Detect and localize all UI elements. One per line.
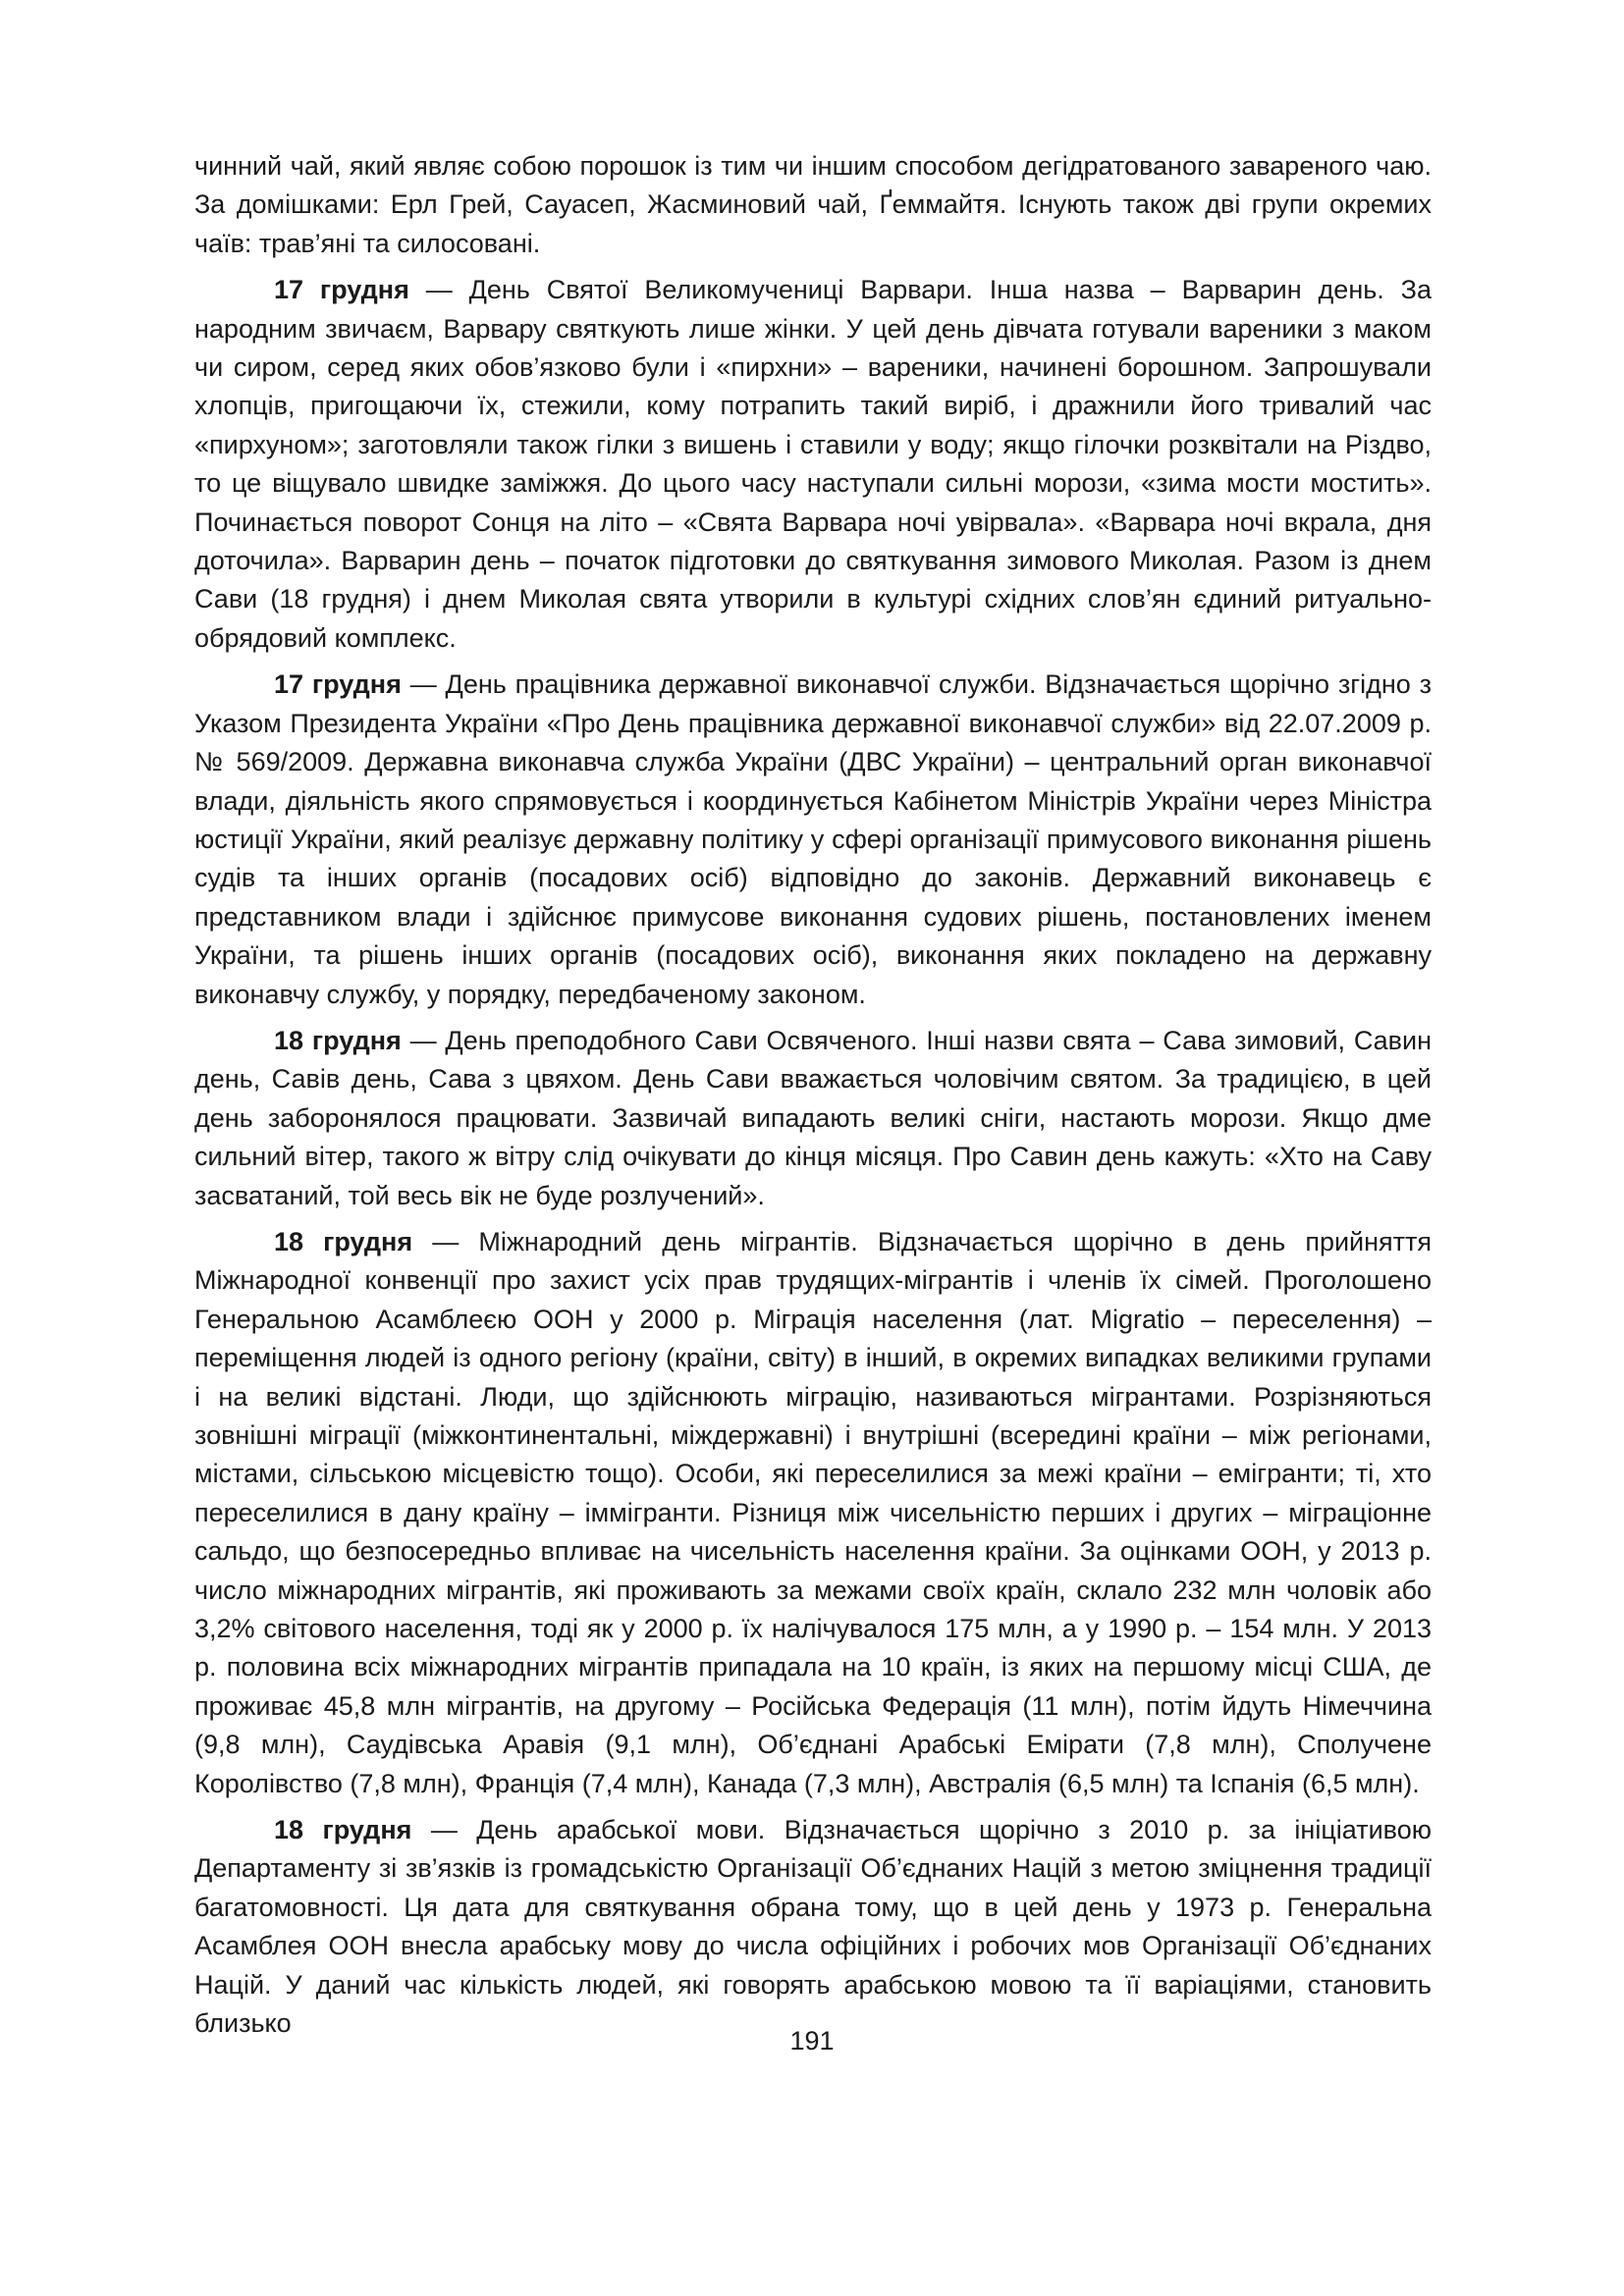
page-body bbox=[194, 147, 1432, 2052]
entry-st-sava-day bbox=[194, 1022, 1432, 1215]
entry-text: — День працівника державної виконавчої служби. Відзначається щорічно згідно з Указом Президента України «Про День працівника державної виконавчої служби» від 22.07.2009 р. № 569/2009. Державна виконавча служба України (ДВС України) – центральний орган виконавчої влади, діяльність якого спрямовується і координується Кабінетом Міністрів України через Міністра юстиції України, який реалізує державну політику у сфері організації примусового виконання рішень судів та інших органів (посадових осіб) відповідно до законів. Державний виконавець є представником влади і здійснює примусове виконання судових рішень, постановлених іменем України, та рішень інших органів (посадових осіб), виконання яких покладено на державну виконавчу службу, у порядку, передбаченому законом. bbox=[194, 669, 1432, 1009]
page-number: 191 bbox=[789, 2026, 835, 2056]
entry-text: — Міжнародний день мігрантів. Відзначається щорічно в день прийняття Міжнародної конвенції про захист усіх прав трудящих-мігрантів і членів їх сімей. Проголошено Генеральною Асамблеєю ООН у 2000 р. Міграція населення (лат. Migratio – переселення) – переміщення людей із одного регіону (країни, світу) в інший, в окремих випадках великими групами і на великі відстані. Люди, що здійснюють міграцію, називаються мігрантами. Розрізняються зовнішні міграції (міжконтинентальні, міждержавні) і внутрішні (всередині країни – між регіонами, містами, сільською місцевістю тощо). Особи, які переселилися за межі країни – емігранти; ті, хто переселилися в дану країну – іммігранти. Різниця між чисельністю перших і других – міграціонне сальдо, що безпосередньо впливає на чисельність населення країни. За оцінками ООН, у 2013 р. число міжнародних мігрантів, які проживають за межами своїх країн, склало 232 млн чоловік або 3,2% світового населення, тоді як у 2000 р. їх налічувалося 175 млн, а у 1990 р. – 154 млн. У 2013 р. половина всіх міжнародних мігрантів припадала на 10 країн, із яких на першому місці США, де проживає 45,8 млн мігрантів, на другому – Російська Федерація (11 млн), потім йдуть Німеччина (9,8 млн), Саудівська Аравія (9,1 млн), Об’єднані Арабські Емірати (7,8 млн), Сполучене Королівство (7,8 млн), Франція (7,4 млн), Канада (7,3 млн), Австралія (6,5 млн) та Іспанія (6,5 млн). bbox=[194, 1226, 1433, 1798]
entry-date: 18 грудня bbox=[274, 1815, 412, 1845]
continuation-paragraph: чинний чай, який являє собою порошок із тим чи іншим способом дегідратованого завареного чаю. За домішками: Ерл Грей, Сауасеп, Жасминовий чай, Ґеммайтя. Існують також дві групи окремих чаїв: трав’яні та силосовані. bbox=[194, 151, 1432, 258]
entry-date: 18 грудня bbox=[274, 1226, 413, 1256]
entry-arabic-language-day bbox=[194, 1811, 1432, 2043]
entry-date: 18 грудня bbox=[274, 1025, 402, 1055]
entry-date: 17 грудня bbox=[274, 275, 409, 305]
entry-migrants-day bbox=[194, 1223, 1432, 1803]
entry-state-enforcement-service-day bbox=[194, 666, 1432, 1014]
entry-st-barbara-day bbox=[194, 271, 1432, 658]
entry-text: — День Святої Великомучениці Варвари. Інша назва – Варварин день. За народним звичаєм, Варвару святкують лише жінки. У цей день дівчата готували вареники з маком чи сиром, серед яких обов’язково були і «пирхни» – вареники, начинені борошном. Запрошували хлопців, пригощаючи їх, стежили, кому потрапить такий виріб, і дражнили його тривалий час «пирхуном»; заготовляли також гілки з вишень і ставили у воду; якщо гілочки розквітали на Різдво, то це віщувало швидке заміжжя. До цього часу наступали сильні морози, «зима мости мостить». Починається поворот Сонця на літо – «Свята Варвара ночі увірвала». «Варвара ночі вкрала, дня доточила». Варварин день – початок підготовки до святкування зимового Миколая. Разом із днем Сави (18 грудня) і днем Миколая свята утворили в культурі східних слов’ян єдиний ритуально-обрядовий комплекс. bbox=[194, 275, 1432, 653]
entry-date: 17 грудня bbox=[274, 669, 402, 700]
entry-text: — День арабської мови. Відзначається щорічно з 2010 р. за ініціативою Департаменту зі зв’язків із громадськістю Організації Об’єднаних Націй з метою зміцнення традиції багатомовності. Ця дата для святкування обрана тому, що в цей день у 1973 р. Генеральна Асамблея ООН внесла арабську мову до числа офіційних і робочих мов Організації Об’єднаних Націй. У даний час кількість людей, які говорять арабською мовою та її варіаціями, становить близько bbox=[194, 1815, 1432, 2039]
entry-text: — День преподобного Сави Освяченого. Інші назви свята – Сава зимовий, Савин день, Савів день, Сава з цвяхом. День Сави вважається чоловічим святом. За традицією, в цей день заборонялося працювати. Зазвичай випадають великі сніги, настають морози. Якщо дме сильний вітер, такого ж вітру слід очікувати до кінця місяця. Про Савин день кажуть: «Хто на Саву засватаний, той весь вік не буде розлучений». bbox=[194, 1025, 1432, 1210]
